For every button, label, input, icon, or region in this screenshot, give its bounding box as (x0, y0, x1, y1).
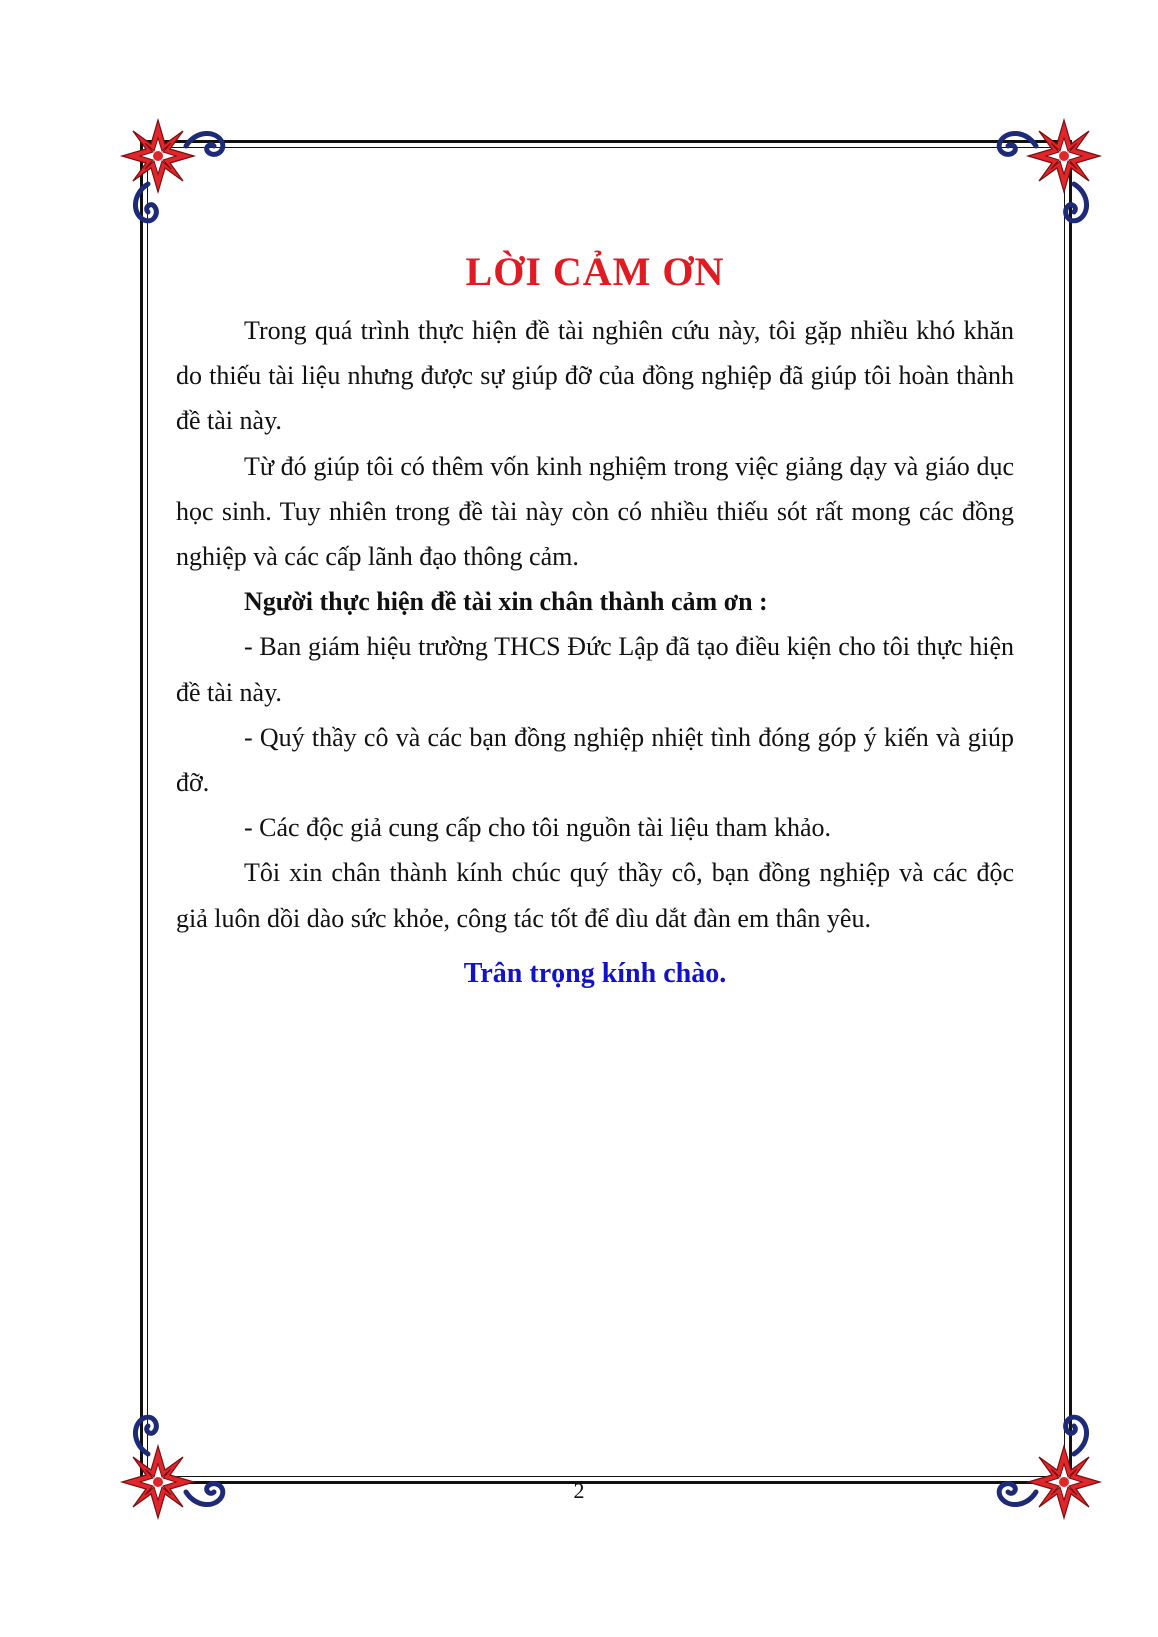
list-item-school-board: - Ban giám hiệu trường THCS Đức Lập đã tạo điều kiện cho tôi thực hiện đề tài này. (176, 632, 1014, 707)
list-item-colleagues: - Quý thầy cô và các bạn đồng nghiệp nhiệt tình đóng góp ý kiến và giúp đỡ. (176, 722, 1014, 798)
corner-ornament-icon (976, 116, 1104, 244)
document-body (176, 242, 1014, 999)
list-item-readers: - Các độc giả cung cấp cho tôi nguồn tài liệu tham khảo. (244, 813, 831, 843)
corner-ornament-icon (118, 116, 246, 244)
closing-line: Trân trọng kính chào. (463, 957, 727, 989)
paragraph-intro: Trong quá trình thực hiện đề tài nghiên cứu này, tôi gặp nhiều khó khăn do thiếu tài liệu nhưng được sự giúp đỡ của đồng nghiệp đã giúp tôi hoàn thành đề tài này. (176, 316, 1014, 436)
page-title: LỜI CẢM ƠN (465, 249, 725, 294)
page-number: 2 (573, 1478, 585, 1503)
paragraph-thanks-heading: Người thực hiện đề tài xin chân thành cảm ơn : (244, 587, 768, 617)
paragraph-experience: Từ đó giúp tôi có thêm vốn kinh nghiệm trong việc giảng dạy và giáo dục học sinh. Tuy nhiên trong đề tài này còn có nhiều thiếu sót rất mong các đồng nghiệp và các cấp lãnh đạo thông cảm. (176, 451, 1014, 572)
paragraph-wishes: Tôi xin chân thành kính chúc quý thầy cô, bạn đồng nghiệp và các độc giả luôn dồi dào sức khỏe, công tác tốt để dìu dắt đàn em thân yêu. (176, 858, 1014, 933)
